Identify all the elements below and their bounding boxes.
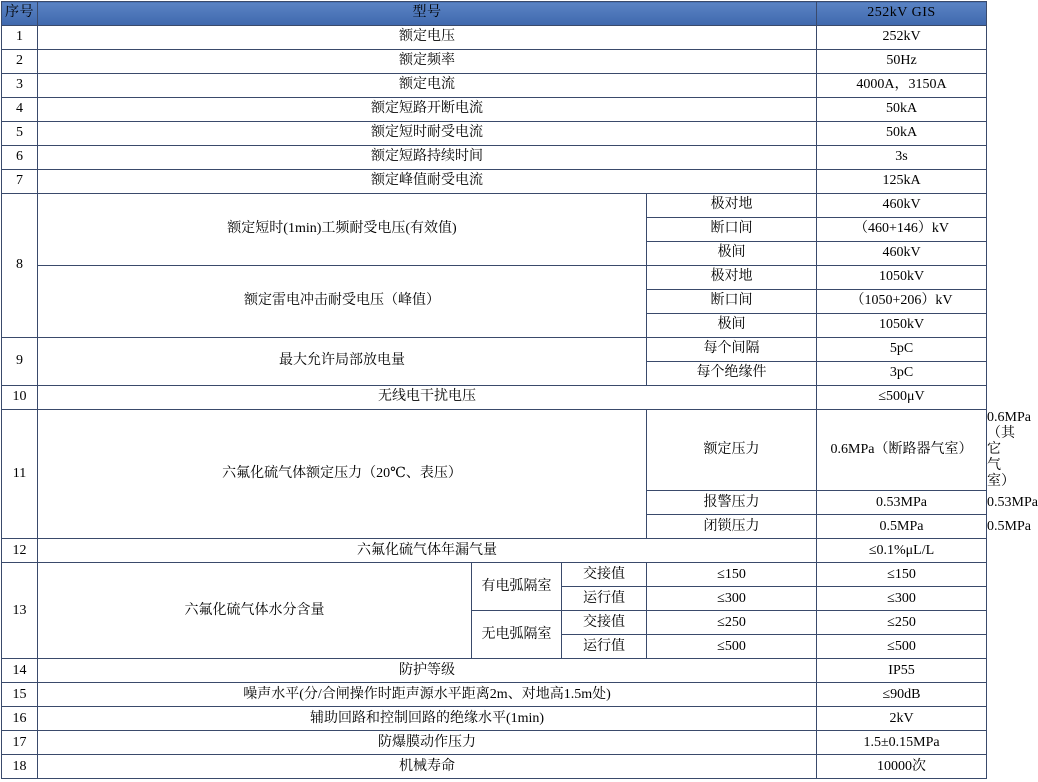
row-value: （460+146）kV — [817, 218, 987, 242]
row-value-2: ≤300 — [817, 587, 987, 611]
row-value: 460kV — [817, 194, 987, 218]
table-row — [2, 731, 987, 755]
table-row — [2, 266, 987, 290]
row-name: 六氟化硫气体水分含量 — [38, 563, 472, 659]
row-value-1: 0.5MPa — [817, 515, 987, 539]
row-value: ≤0.1%μL/L — [817, 539, 987, 563]
row-name: 六氟化硫气体额定压力（20℃、表压） — [38, 410, 647, 539]
sub-label: 断口间 — [647, 218, 817, 242]
sub-label: 极对地 — [647, 194, 817, 218]
row-index: 15 — [2, 683, 38, 707]
row-value: 460kV — [817, 242, 987, 266]
row-name: 额定电压 — [38, 26, 817, 50]
table-row — [2, 659, 987, 683]
sub-label: 报警压力 — [647, 491, 817, 515]
row-value: 4000A，3150A — [817, 74, 987, 98]
row-name: 辅助回路和控制回路的绝缘水平(1min) — [38, 707, 817, 731]
row-index: 9 — [2, 338, 38, 386]
table-row — [2, 146, 987, 170]
row-name: 额定频率 — [38, 50, 817, 74]
row-value-2: ≤500 — [817, 635, 987, 659]
row-name: 防爆膜动作压力 — [38, 731, 817, 755]
table-row — [2, 338, 987, 362]
table-row: 报警压力 0.53MPa 0.53MPa — [2, 491, 987, 515]
row-value: 3s — [817, 146, 987, 170]
row-index: 11 — [2, 410, 38, 539]
row-name: 噪声水平(分/合闸操作时距声源水平距离2m、对地高1.5m处) — [38, 683, 817, 707]
row-value: 1050kV — [817, 314, 987, 338]
row-value: ≤90dB — [817, 683, 987, 707]
block-label: 有电弧隔室 — [472, 563, 562, 611]
row-value: 252kV — [817, 26, 987, 50]
row-value: ≤500μV — [817, 386, 987, 410]
row-value: （1050+206）kV — [817, 290, 987, 314]
header-index: 序号 — [2, 2, 38, 26]
row-name: 最大允许局部放电量 — [38, 338, 647, 386]
row-value: 3pC — [817, 362, 987, 386]
row-name: 额定短路持续时间 — [38, 146, 817, 170]
row-index: 13 — [2, 563, 38, 659]
row-value: 5pC — [817, 338, 987, 362]
table-row — [2, 539, 987, 563]
row-name: 无线电干扰电压 — [38, 386, 817, 410]
row-index: 8 — [2, 194, 38, 338]
table-row — [2, 26, 987, 50]
row-value: 1050kV — [817, 266, 987, 290]
table-row — [2, 74, 987, 98]
sub-label: 极对地 — [647, 266, 817, 290]
row-index: 1 — [2, 26, 38, 50]
row-value-1: 0.6MPa（断路器气室） — [817, 410, 987, 491]
specification-table-lower — [1, 409, 1038, 779]
row-name: 六氟化硫气体年漏气量 — [38, 539, 817, 563]
row-value: 2kV — [817, 707, 987, 731]
table-row — [2, 683, 987, 707]
row-value-1: ≤500 — [647, 635, 817, 659]
table-row — [2, 98, 987, 122]
row-value: 1.5±0.15MPa — [817, 731, 987, 755]
row-value: 50kA — [817, 98, 987, 122]
sub-label: 运行值 — [562, 635, 647, 659]
row-value-1: ≤150 — [647, 563, 817, 587]
row-name: 防护等级 — [38, 659, 817, 683]
row-value: 50Hz — [817, 50, 987, 74]
table-row — [2, 50, 987, 74]
row-name: 额定峰值耐受电流 — [38, 170, 817, 194]
row-index: 3 — [2, 74, 38, 98]
table-row — [2, 170, 987, 194]
row-index: 7 — [2, 170, 38, 194]
table-row — [2, 122, 987, 146]
sub-label: 闭锁压力 — [647, 515, 817, 539]
table-row — [2, 755, 987, 779]
sub-label: 每个间隔 — [647, 338, 817, 362]
row-value-1: ≤300 — [647, 587, 817, 611]
sub-label: 交接值 — [562, 563, 647, 587]
row-value-1: ≤250 — [647, 611, 817, 635]
table-row — [2, 194, 987, 218]
table-row — [2, 386, 987, 410]
row-index: 2 — [2, 50, 38, 74]
spec-sheet — [0, 1, 1038, 782]
row-name: 额定电流 — [38, 74, 817, 98]
header-value: 252kV GIS — [817, 2, 987, 26]
row-value: IP55 — [817, 659, 987, 683]
sub-label: 运行值 — [562, 587, 647, 611]
sub-label: 交接值 — [562, 611, 647, 635]
block-label: 无电弧隔室 — [472, 611, 562, 659]
row-index: 5 — [2, 122, 38, 146]
row-index: 17 — [2, 731, 38, 755]
sub-label: 断口间 — [647, 290, 817, 314]
row-index: 12 — [2, 539, 38, 563]
table-row: 闭锁压力 0.5MPa 0.5MPa — [2, 515, 987, 539]
row-value-1: 0.53MPa — [817, 491, 987, 515]
header-model: 型号 — [38, 2, 817, 26]
row-index: 6 — [2, 146, 38, 170]
table-row: 11 六氟化硫气体额定压力（20℃、表压） 额定压力 0.6MPa（断路器气室） 0.6MPa（其它气室） — [2, 410, 987, 491]
row-value: 125kA — [817, 170, 987, 194]
table-row — [2, 707, 987, 731]
row-name: 额定雷电冲击耐受电压（峰值） — [38, 266, 647, 338]
row-index: 16 — [2, 707, 38, 731]
specification-table — [1, 1, 987, 410]
sub-label: 极间 — [647, 314, 817, 338]
row-index: 14 — [2, 659, 38, 683]
row-index: 10 — [2, 386, 38, 410]
table-header-row — [2, 2, 987, 26]
row-index: 18 — [2, 755, 38, 779]
sub-label: 额定压力 — [647, 410, 817, 491]
row-name: 额定短时耐受电流 — [38, 122, 817, 146]
row-index: 4 — [2, 98, 38, 122]
sub-label: 每个绝缘件 — [647, 362, 817, 386]
row-name: 额定短路开断电流 — [38, 98, 817, 122]
row-value: 10000次 — [817, 755, 987, 779]
table-row — [2, 563, 987, 587]
row-name: 额定短时(1min)工频耐受电压(有效值) — [38, 194, 647, 266]
row-name: 机械寿命 — [38, 755, 817, 779]
row-value-2: ≤150 — [817, 563, 987, 587]
sub-label: 极间 — [647, 242, 817, 266]
row-value: 50kA — [817, 122, 987, 146]
row-value-2: ≤250 — [817, 611, 987, 635]
